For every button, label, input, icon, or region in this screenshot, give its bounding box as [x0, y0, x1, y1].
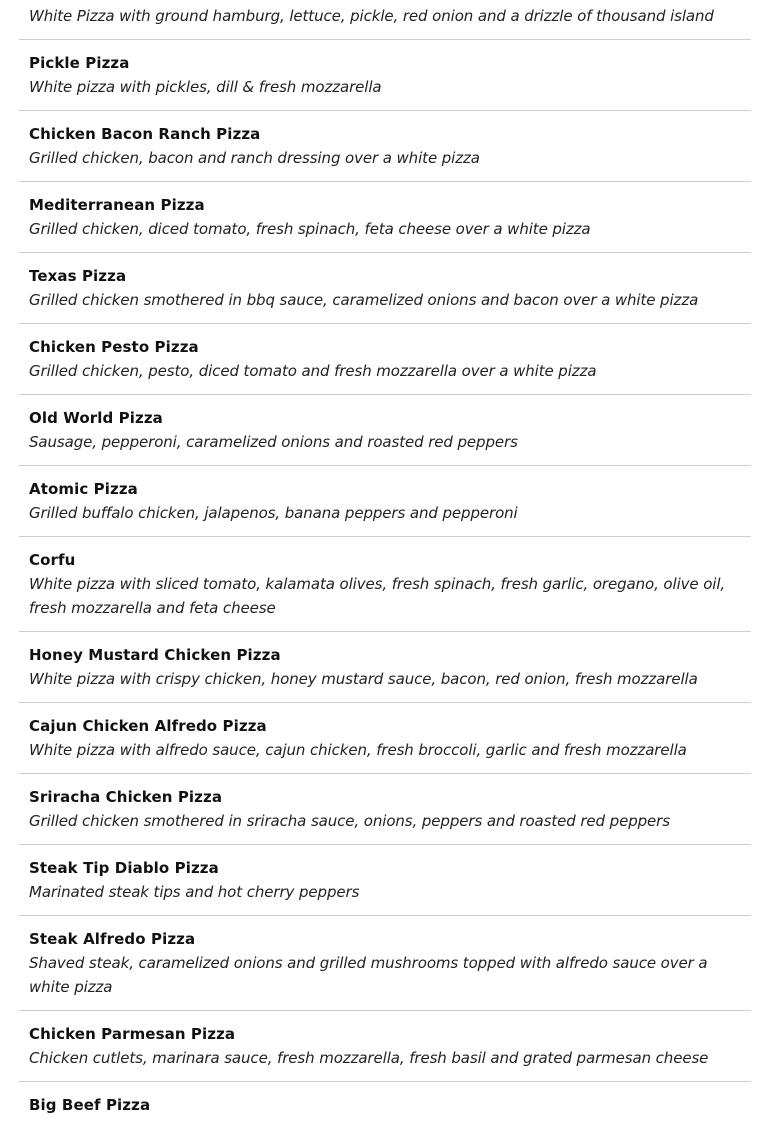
item-name: Big Beef Pizza	[29, 1096, 151, 1114]
item-description: Grilled chicken, diced tomato, fresh spinach, feta cheese over a white pizza	[29, 220, 591, 238]
item-description: Grilled buffalo chicken, jalapenos, banana peppers and pepperoni	[29, 504, 518, 522]
item-name: Atomic Pizza	[29, 480, 138, 498]
item-name: Steak Tip Diablo Pizza	[29, 859, 219, 877]
item-name: Corfu	[29, 551, 76, 569]
item-description: White Pizza with ground hamburg, lettuce, pickle, red onion and a drizzle of thousand island	[29, 7, 714, 25]
menu-item-mediterranean-pizza	[19, 182, 751, 253]
item-description: Grilled chicken, pesto, diced tomato and fresh mozzarella over a white pizza	[29, 362, 597, 380]
menu-item-cajun-chicken-alfredo-pizza	[19, 703, 751, 774]
menu-item-old-world-pizza	[19, 395, 751, 466]
item-description: Chicken cutlets, marinara sauce, fresh mozzarella, fresh basil and grated parmesan cheese	[29, 1049, 709, 1067]
menu-list	[19, 0, 751, 1128]
item-description: White pizza with pickles, dill & fresh mozzarella	[29, 78, 382, 96]
menu-item-corfu	[19, 537, 751, 632]
item-name: Cajun Chicken Alfredo Pizza	[29, 717, 267, 735]
menu-item-chicken-parmesan-pizza	[19, 1011, 751, 1082]
item-description: Shaved steak, caramelized onions and grilled mushrooms topped with alfredo sauce over a white pizza	[29, 954, 708, 996]
item-description: Marinated steak tips and hot cherry peppers	[29, 883, 360, 901]
item-description: Sausage, pepperoni, caramelized onions and roasted red peppers	[29, 433, 518, 451]
menu-item-chicken-pesto-pizza	[19, 324, 751, 395]
item-name: Steak Alfredo Pizza	[29, 930, 196, 948]
menu-item-atomic-pizza	[19, 466, 751, 537]
item-name: Mediterranean Pizza	[29, 196, 205, 214]
item-name: Old World Pizza	[29, 409, 163, 427]
item-name: Chicken Pesto Pizza	[29, 338, 199, 356]
item-name: Sriracha Chicken Pizza	[29, 788, 223, 806]
menu-item-steak-tip-diablo-pizza	[19, 845, 751, 916]
item-description: White pizza with sliced tomato, kalamata olives, fresh spinach, fresh garlic, oregano, olive oil, fresh mozzarella and feta cheese	[29, 575, 726, 617]
item-description: Grilled chicken smothered in sriracha sauce, onions, peppers and roasted red peppers	[29, 812, 670, 830]
item-name: Texas Pizza	[29, 267, 127, 285]
item-name: Chicken Parmesan Pizza	[29, 1025, 236, 1043]
menu-item-honey-mustard-chicken-pizza	[19, 632, 751, 703]
item-name: Pickle Pizza	[29, 54, 130, 72]
item-name: Honey Mustard Chicken Pizza	[29, 646, 281, 664]
menu-item-steak-alfredo-pizza	[19, 916, 751, 1011]
item-description: White pizza with alfredo sauce, cajun chicken, fresh broccoli, garlic and fresh mozzarella	[29, 741, 687, 759]
menu-item-big-beef-pizza	[19, 1082, 751, 1128]
menu-item-sriracha-chicken-pizza	[19, 774, 751, 845]
menu-item-pickle-pizza	[19, 40, 751, 111]
item-description: Grilled chicken smothered in bbq sauce, caramelized onions and bacon over a white pizza	[29, 291, 699, 309]
menu-item-chicken-bacon-ranch-pizza	[19, 111, 751, 182]
menu-item-texas-pizza	[19, 253, 751, 324]
menu-item-top-partial	[19, 0, 751, 40]
item-description: Grilled chicken, bacon and ranch dressing over a white pizza	[29, 149, 480, 167]
item-name: Chicken Bacon Ranch Pizza	[29, 125, 261, 143]
item-description: White pizza with crispy chicken, honey mustard sauce, bacon, red onion, fresh mozzarella	[29, 670, 698, 688]
